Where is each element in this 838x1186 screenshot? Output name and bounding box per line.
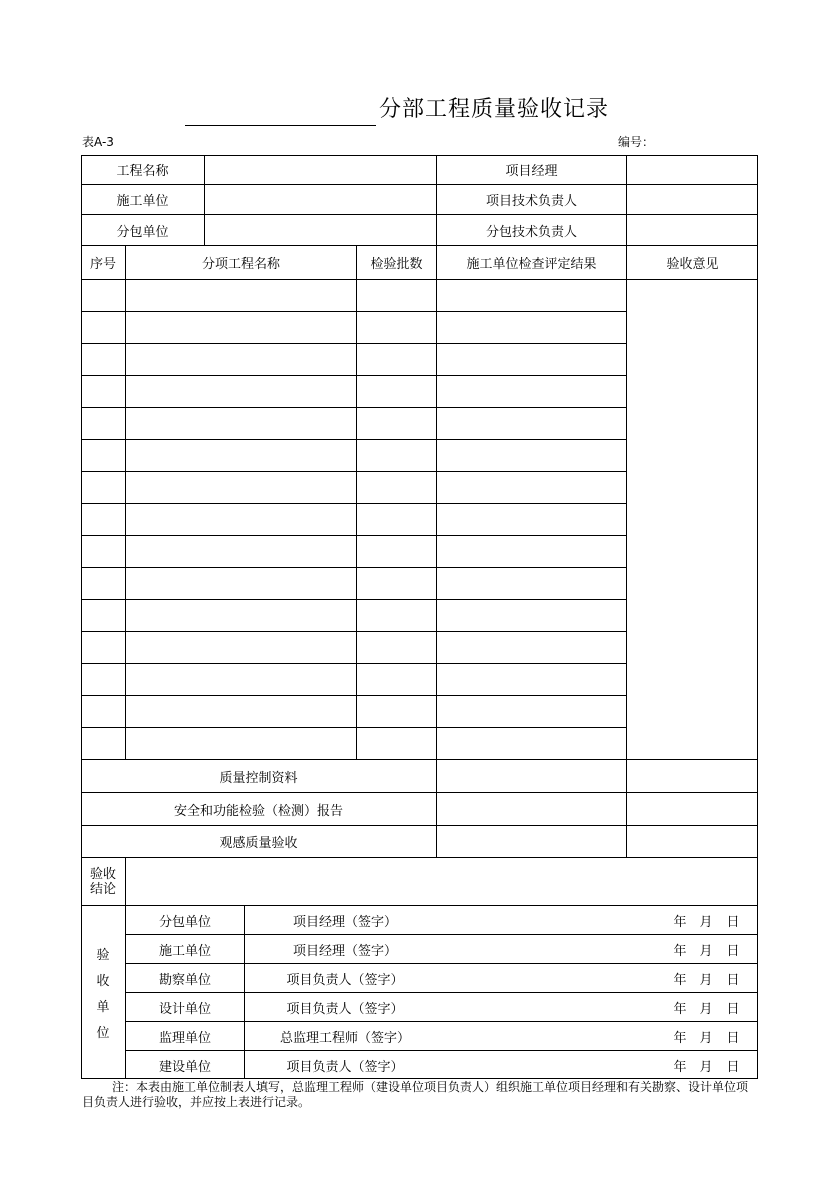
row-batch-count-cell[interactable] xyxy=(357,536,436,567)
acceptance-unit-name: 监理单位 xyxy=(158,1030,211,1046)
acceptance-month-label: 月 xyxy=(699,1001,713,1017)
serial-number-label: 编号： xyxy=(618,135,655,149)
acceptance-year-label: 年 xyxy=(673,1001,687,1017)
row-index-cell[interactable] xyxy=(81,568,125,599)
acceptance-unit-name: 建设单位 xyxy=(158,1059,211,1075)
acceptance-signer-label: 项目经理（签字） xyxy=(292,914,397,930)
row-index-cell[interactable] xyxy=(81,504,125,535)
construction-unit-label: 施工单位 xyxy=(116,194,169,209)
row-index-cell[interactable] xyxy=(81,408,125,439)
acceptance-month-label: 月 xyxy=(699,943,713,959)
row-subitem-name-cell[interactable] xyxy=(126,440,356,471)
row-batch-count-cell[interactable] xyxy=(357,600,436,631)
row-subitem-name-cell[interactable] xyxy=(126,504,356,535)
acceptance-signature-field[interactable] xyxy=(445,1051,660,1079)
row-index-cell[interactable] xyxy=(81,696,125,727)
construction-unit-field[interactable] xyxy=(205,185,436,214)
acceptance-day-label: 日 xyxy=(726,1001,740,1017)
appearance-inspection-result[interactable] xyxy=(437,826,626,857)
acceptance-signature-field[interactable] xyxy=(445,993,660,1021)
tech-lead-label: 项目技术负责人 xyxy=(485,194,577,209)
row-batch-count-cell[interactable] xyxy=(357,344,436,375)
acceptance-unit-name: 施工单位 xyxy=(158,943,211,959)
row-subitem-name-cell[interactable] xyxy=(126,728,356,759)
row-index-cell[interactable] xyxy=(81,440,125,471)
row-subitem-name-cell[interactable] xyxy=(126,600,356,631)
acceptance-year-label: 年 xyxy=(673,1030,687,1046)
row-subitem-name-cell[interactable] xyxy=(126,312,356,343)
col-header-batch-count: 检验批数 xyxy=(370,257,423,272)
row-index-cell[interactable] xyxy=(81,312,125,343)
acceptance-opinion-field[interactable] xyxy=(627,280,758,759)
row-index-cell[interactable] xyxy=(81,376,125,407)
row-subitem-name-cell[interactable] xyxy=(126,376,356,407)
safety-function-report-label: 安全和功能检验（检测）报告 xyxy=(173,803,343,819)
acceptance-signer-label: 项目负责人（签字） xyxy=(286,1059,404,1075)
acceptance-signer-label: 项目经理（签字） xyxy=(292,943,397,959)
acceptance-signer-label: 总监理工程师（签字） xyxy=(279,1030,410,1046)
acceptance-unit-name: 分包单位 xyxy=(158,914,211,930)
acceptance-month-label: 月 xyxy=(699,1030,713,1046)
acceptance-day-label: 日 xyxy=(726,914,740,930)
row-subitem-name-cell[interactable] xyxy=(126,632,356,663)
acceptance-group-char-2: 收 xyxy=(96,974,110,989)
row-subitem-name-cell[interactable] xyxy=(126,280,356,311)
row-inspection-result-cell[interactable] xyxy=(437,408,626,439)
row-inspection-result-cell[interactable] xyxy=(437,472,626,503)
acceptance-month-label: 月 xyxy=(699,972,713,988)
row-inspection-result-cell[interactable] xyxy=(437,568,626,599)
col-header-index: 序号 xyxy=(89,257,116,272)
project-manager-label: 项目经理 xyxy=(505,164,558,179)
acceptance-year-label: 年 xyxy=(673,972,687,988)
row-subitem-name-cell[interactable] xyxy=(126,696,356,727)
tech-lead-field[interactable] xyxy=(627,185,758,214)
row-index-cell[interactable] xyxy=(81,728,125,759)
project-name-field[interactable] xyxy=(205,155,436,184)
row-batch-count-cell[interactable] xyxy=(357,440,436,471)
row-batch-count-cell[interactable] xyxy=(357,664,436,695)
form-code: 表A-3 xyxy=(82,135,114,149)
acceptance-group-char-1: 验 xyxy=(96,948,110,963)
row-batch-count-cell[interactable] xyxy=(357,728,436,759)
row-batch-count-cell[interactable] xyxy=(357,376,436,407)
quality-control-docs-result[interactable] xyxy=(437,760,626,792)
project-name-label: 工程名称 xyxy=(116,164,169,179)
row-index-cell[interactable] xyxy=(81,344,125,375)
title-blank-line[interactable] xyxy=(185,125,376,126)
row-index-cell[interactable] xyxy=(81,536,125,567)
row-batch-count-cell[interactable] xyxy=(357,568,436,599)
acceptance-signature-field[interactable] xyxy=(445,1022,660,1050)
row-inspection-result-cell[interactable] xyxy=(437,344,626,375)
row-index-cell[interactable] xyxy=(81,632,125,663)
acceptance-signature-field[interactable] xyxy=(445,906,660,934)
row-index-cell[interactable] xyxy=(81,600,125,631)
row-subitem-name-cell[interactable] xyxy=(126,664,356,695)
footnote: 注：本表由施工单位制表人填写，总监理工程师（建设单位项目负责人）组织施工单位项目经理和有关勘察、设计单位项目负责人进行验收，并应按上表进行记录。 xyxy=(82,1080,749,1109)
quality-control-docs-opinion[interactable] xyxy=(627,760,758,792)
row-subitem-name-cell[interactable] xyxy=(126,344,356,375)
row-batch-count-cell[interactable] xyxy=(357,280,436,311)
acceptance-day-label: 日 xyxy=(726,943,740,959)
acceptance-signer-label: 项目负责人（签字） xyxy=(286,1001,404,1017)
row-inspection-result-cell[interactable] xyxy=(437,312,626,343)
safety-function-report-opinion[interactable] xyxy=(627,793,758,825)
row-inspection-result-cell[interactable] xyxy=(437,728,626,759)
project-manager-field[interactable] xyxy=(627,155,758,184)
row-subitem-name-cell[interactable] xyxy=(126,472,356,503)
acceptance-year-label: 年 xyxy=(673,943,687,959)
conclusion-label xyxy=(81,858,125,905)
row-inspection-result-cell[interactable] xyxy=(437,280,626,311)
row-subitem-name-cell[interactable] xyxy=(126,536,356,567)
conclusion-field[interactable] xyxy=(126,858,758,905)
subcontract-unit-field[interactable] xyxy=(205,215,436,245)
appearance-inspection-opinion[interactable] xyxy=(627,826,758,857)
row-inspection-result-cell[interactable] xyxy=(437,536,626,567)
conclusion-label-line2: 结论 xyxy=(89,881,116,897)
acceptance-year-label: 年 xyxy=(673,914,687,930)
row-batch-count-cell[interactable] xyxy=(357,312,436,343)
acceptance-group-char-4: 位 xyxy=(96,1026,110,1041)
col-header-acceptance-opinion: 验收意见 xyxy=(666,257,719,272)
acceptance-month-label: 月 xyxy=(699,1059,713,1075)
acceptance-signer-label: 项目负责人（签字） xyxy=(286,972,404,988)
subcontract-unit-label: 分包单位 xyxy=(116,224,169,240)
appearance-inspection-label: 观感质量验收 xyxy=(219,836,298,851)
row-inspection-result-cell[interactable] xyxy=(437,632,626,663)
acceptance-year-label: 年 xyxy=(673,1059,687,1075)
row-inspection-result-cell[interactable] xyxy=(437,696,626,727)
acceptance-month-label: 月 xyxy=(699,914,713,930)
col-header-inspection-result: 施工单位检查评定结果 xyxy=(466,257,597,272)
acceptance-day-label: 日 xyxy=(726,1030,740,1046)
row-index-cell[interactable] xyxy=(81,472,125,503)
acceptance-unit-name: 设计单位 xyxy=(158,1001,211,1017)
row-inspection-result-cell[interactable] xyxy=(437,664,626,695)
acceptance-signature-field[interactable] xyxy=(445,964,660,992)
row-inspection-result-cell[interactable] xyxy=(437,504,626,535)
row-index-cell[interactable] xyxy=(81,280,125,311)
acceptance-day-label: 日 xyxy=(726,1059,740,1075)
acceptance-signature-field[interactable] xyxy=(445,935,660,963)
row-inspection-result-cell[interactable] xyxy=(437,600,626,631)
acceptance-day-label: 日 xyxy=(726,972,740,988)
safety-function-report-result[interactable] xyxy=(437,793,626,825)
subcontract-tech-lead-label: 分包技术负责人 xyxy=(485,224,577,240)
row-index-cell[interactable] xyxy=(81,664,125,695)
col-header-subitem-name: 分项工程名称 xyxy=(201,257,280,272)
row-batch-count-cell[interactable] xyxy=(357,632,436,663)
page-title: 分部工程质量验收记录 xyxy=(379,97,610,122)
acceptance-group-char-3: 单 xyxy=(96,1000,110,1015)
row-batch-count-cell[interactable] xyxy=(357,696,436,727)
row-batch-count-cell[interactable] xyxy=(357,472,436,503)
subcontract-tech-lead-field[interactable] xyxy=(627,215,758,245)
row-inspection-result-cell[interactable] xyxy=(437,376,626,407)
acceptance-unit-name: 勘察单位 xyxy=(158,972,211,988)
conclusion-label-line1: 验收 xyxy=(89,866,116,882)
quality-control-docs-label: 质量控制资料 xyxy=(219,770,298,786)
row-batch-count-cell[interactable] xyxy=(357,504,436,535)
row-subitem-name-cell[interactable] xyxy=(126,408,356,439)
row-batch-count-cell[interactable] xyxy=(357,408,436,439)
row-subitem-name-cell[interactable] xyxy=(126,568,356,599)
row-inspection-result-cell[interactable] xyxy=(437,440,626,471)
